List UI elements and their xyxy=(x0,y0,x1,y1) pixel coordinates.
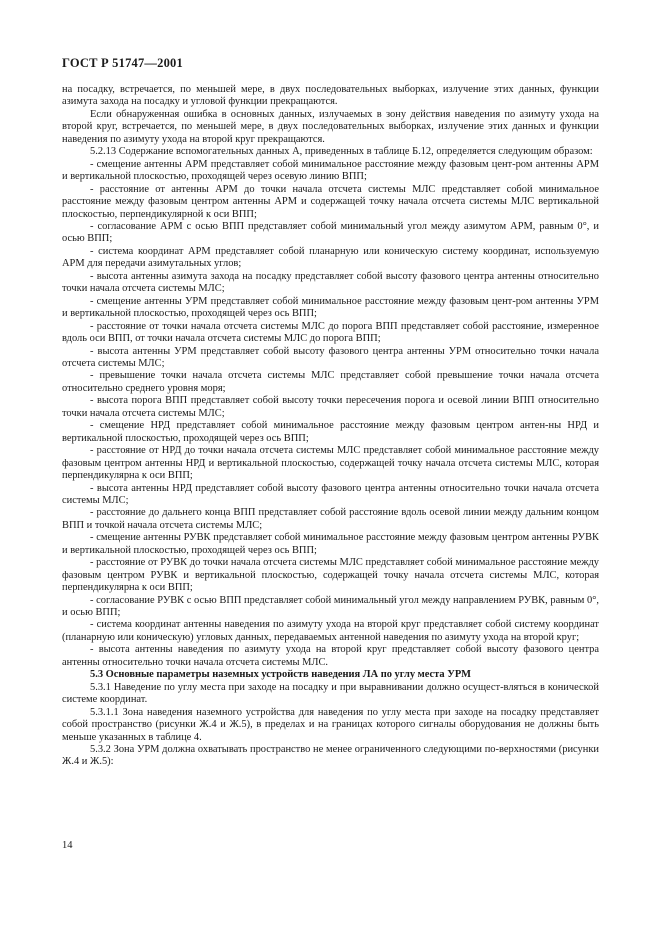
paragraph: - расстояние от антенны АРМ до точки начала отсчета системы МЛС представляет собой минимальное расстояние между фазовым центром антенны АРМ и содержащей точку начала отсчета системы МЛС вертикальной плоскостью, перпендикулярной к оси ВПП; xyxy=(62,183,599,220)
paragraph: - согласование РУВК с осью ВПП представляет собой минимальный угол между направлением РУВК, равным 0°, и осью ВПП; xyxy=(62,594,599,619)
paragraph: - смещение антенны РУВК представляет собой минимальное расстояние между фазовым центром антенны РУВК и вертикальной плоскостью, проходящей через ось ВПП; xyxy=(62,532,599,556)
paragraph: - смещение НРД представляет собой минимальное расстояние между фазовым центром антен-ны НРД и вертикальной плоскостью, проходящей через ось ВПП; xyxy=(62,420,599,444)
paragraph: - высота антенны НРД представляет собой высоту фазового центра антенны относительно точки начала отсчета системы МЛС; xyxy=(62,482,599,506)
document-body xyxy=(62,84,599,769)
paragraph: - система координат АРМ представляет собой планарную или коническую систему координат, используемую АРМ для передачи азимутальных углов; xyxy=(62,245,599,270)
page-number: 14 xyxy=(62,840,73,851)
paragraph: - высота антенны УРМ представляет собой высоту фазового центра антенны УРМ относительно точки начала отсчета системы МЛС; xyxy=(62,345,599,369)
paragraph: - расстояние от РУВК до точки начала отсчета системы МЛС представляет собой минимальное расстояние между фазовым центром РУВК и вертикальной плоскостью, содержащей точку начала отсчета системы МЛС, которая перпендикулярна к оси ВПП; xyxy=(62,557,599,594)
paragraph: - превышение точки начала отсчета системы МЛС представляет собой превышение точки начала отсчета относительно среднего уровня моря; xyxy=(62,370,599,394)
paragraph: 5.3.1 Наведение по углу места при заходе на посадку и при выравнивании должно осущест-вляться в конической системе координат. xyxy=(62,681,599,706)
paragraph: 5.3.1.1 Зона наведения наземного устройства для наведения по углу места при заходе на посадку представляет собой пространство (рисунки Ж.4 и Ж.5), в пределах и на границах которого сигналы оборудования не должны быть меньше указанных в таблице 4. xyxy=(62,706,599,743)
document-header: ГОСТ Р 51747—2001 xyxy=(62,56,183,70)
paragraph: - высота антенны наведения по азимуту ухода на второй круг представляет собой высоту фазового центра антенны относительно точки начала отсчета системы МЛС. xyxy=(62,644,599,668)
paragraph: 5.2.13 Содержание вспомогательных данных А, приведенных в таблице Б.12, определяется следующим образом: xyxy=(90,146,593,158)
paragraph: Если обнаруженная ошибка в основных данных, излучаемых в зону действия наведения по азимуту ухода на второй круг, встречается, по меньшей мере, в двух последовательных выборках, излучение этих данных и функции наведения по азимуту ухода на второй круг прекращаются. xyxy=(62,108,599,145)
paragraph: - расстояние до дальнего конца ВПП представляет собой расстояние вдоль осевой линии между дальним концом ВПП и точкой начала отсчета системы МЛС; xyxy=(62,507,599,531)
paragraph: - система координат антенны наведения по азимуту ухода на второй круг представляет собой систему координат (планарную или коническую) угловых данных, передаваемых антенной наведения по азимуту ухода на второй круг; xyxy=(62,619,599,643)
paragraph: - смещение антенны УРМ представляет собой минимальное расстояние между фазовым цент-ром антенны УРМ и вертикальной плоскостью, проходящей через ось ВПП; xyxy=(62,295,599,320)
paragraph: - расстояние от НРД до точки начала отсчета системы МЛС представляет собой минимальное расстояние между фазовым центром антенны НРД и вертикальной плоскостью, содержащей точку начала отсчета системы МЛС, которая перпендикулярна к оси ВПП; xyxy=(62,445,599,482)
paragraph: - смещение антенны АРМ представляет собой минимальное расстояние между фазовым цент-ром антенны АРМ и вертикальной плоскостью, проходящей через осевую линию ВПП; xyxy=(62,158,599,183)
paragraph: - высота антенны азимута захода на посадку представляет собой высоту фазового центра антенны относительно точки начала отсчета системы МЛС; xyxy=(62,270,599,295)
paragraph: - расстояние от точки начала отсчета системы МЛС до порога ВПП представляет собой расстояние, измеренное вдоль оси ВПП, от точки начала отсчета системы МЛС до порога ВПП; xyxy=(62,320,599,345)
paragraph: - высота порога ВПП представляет собой высоту точки пересечения порога и осевой линии ВПП относительно точки начала отсчета системы МЛС; xyxy=(62,395,599,419)
section-heading: 5.3 Основные параметры наземных устройств наведения ЛА по углу места УРМ xyxy=(90,669,471,681)
paragraph: 5.3.2 Зона УРМ должна охватывать пространство не менее ограниченного следующими по-верхностями (рисунки Ж.4 и Ж.5): xyxy=(62,744,599,768)
paragraph: - согласование АРМ с осью ВПП представляет собой минимальный угол между азимутом АРМ, равным 0°, и осью ВПП; xyxy=(62,220,599,245)
paragraph: на посадку, встречается, по меньшей мере, в двух последовательных выборках, излучение этих данных, функции азимута захода на посадку и угловой функции прекращаются. xyxy=(62,84,599,108)
